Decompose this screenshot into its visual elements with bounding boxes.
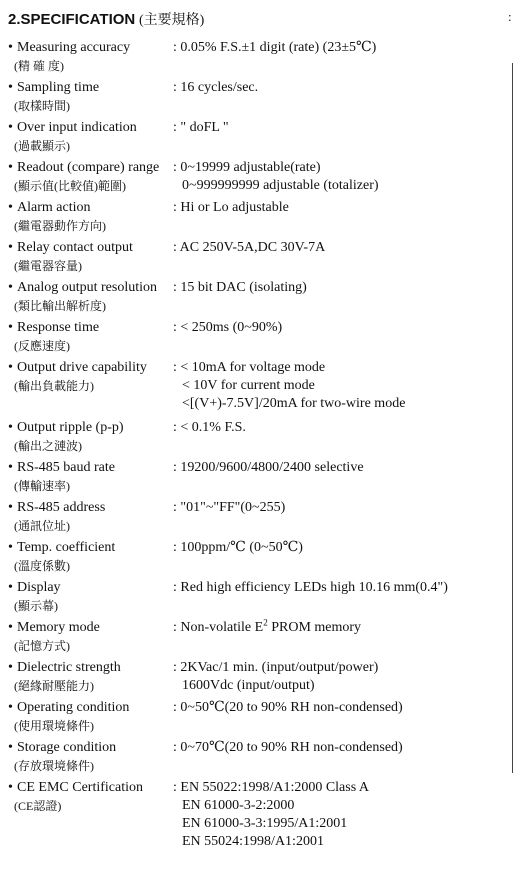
spec-value [173, 39, 376, 57]
spec-label-chinese: (顯示值(比較值)範圍) [14, 179, 126, 193]
spec-value-line: EN 55024:1998/A1:2001 [182, 834, 324, 849]
spec-label-chinese: (使用環境條件) [14, 719, 94, 733]
spec-row [8, 538, 514, 578]
spec-value [173, 499, 285, 517]
bullet-icon: • [8, 360, 13, 375]
section-heading [8, 9, 204, 29]
spec-value-line: : 0.05% F.S.±1 digit (rate) (23±5℃) [173, 40, 377, 55]
spec-value [173, 319, 282, 337]
spec-label-chinese: (反應速度) [14, 339, 70, 353]
bullet-icon: • [8, 540, 13, 555]
bullet-icon: • [8, 200, 13, 215]
spec-row [8, 498, 514, 538]
spec-value-line: : 0~19999 adjustable(rate) [173, 160, 321, 175]
spec-value [173, 239, 325, 257]
spec-label: Output drive capability [17, 360, 147, 375]
spec-label: Storage condition [17, 740, 117, 755]
spec-row [8, 158, 514, 198]
section-title: 2.SPECIFICATION [8, 11, 136, 28]
spec-value-line: EN 61000-3-3:1995/A1:2001 [182, 816, 348, 831]
spec-value [173, 619, 361, 637]
spec-value-line: : 15 bit DAC (isolating) [173, 280, 307, 295]
spec-label-chinese: (顯示幕) [14, 599, 58, 613]
spec-value-line: : Hi or Lo adjustable [173, 200, 289, 215]
bullet-icon: • [8, 120, 13, 135]
specification-list [8, 38, 514, 877]
spec-value-line: : < 0.1% F.S. [173, 420, 246, 435]
spec-value [173, 459, 364, 477]
spec-value-line [173, 619, 361, 637]
spec-label: Alarm action [17, 200, 91, 215]
bullet-icon: • [8, 580, 13, 595]
section-title-chinese: (主要規格) [139, 13, 205, 28]
value-text: PROM memory [267, 620, 362, 635]
spec-value-line: : 19200/9600/4800/2400 selective [173, 460, 364, 475]
spec-value-line: EN 61000-3-2:2000 [182, 798, 295, 813]
spec-row [8, 38, 514, 78]
spec-value [173, 279, 307, 297]
spec-value [173, 659, 378, 695]
spec-label: Output ripple (p-p) [17, 420, 124, 435]
spec-label-chinese: (輸出負載能力) [14, 379, 94, 393]
spec-value-line: 1600Vdc (input/output) [182, 678, 315, 693]
value-text: : Non-volatile E [173, 620, 264, 635]
spec-value [173, 419, 246, 437]
spec-value-line: : "01"~"FF"(0~255) [173, 500, 286, 515]
spec-label-chinese: (溫度係數) [14, 559, 70, 573]
spec-label-chinese: (存放環境條件) [14, 759, 94, 773]
spec-label: Memory mode [17, 620, 100, 635]
spec-label: Sampling time [17, 80, 100, 95]
spec-value-line: : AC 250V-5A,DC 30V-7A [173, 240, 326, 255]
spec-row [8, 118, 514, 158]
spec-row [8, 658, 514, 698]
bullet-icon: • [8, 40, 13, 55]
spec-label-chinese: (過載顯示) [14, 139, 70, 153]
spec-row [8, 738, 514, 778]
spec-label: Measuring accuracy [17, 40, 131, 55]
spec-label-chinese: (傳輸速率) [14, 479, 70, 493]
spec-label-chinese: (輸出之漣波) [14, 439, 82, 453]
bullet-icon: • [8, 500, 13, 515]
spec-value [173, 779, 369, 851]
spec-value [173, 359, 405, 413]
spec-label: CE EMC Certification [17, 780, 143, 795]
spec-value-line: : 0~70℃(20 to 90% RH non-condensed) [173, 740, 403, 755]
spec-value-line: : 100ppm/℃ (0~50℃) [173, 540, 303, 555]
spec-label: Over input indication [17, 120, 137, 135]
spec-value [173, 539, 303, 557]
spec-label: Relay contact output [17, 240, 133, 255]
spec-label-chinese: (繼電器動作方向) [14, 219, 106, 233]
bullet-icon: • [8, 420, 13, 435]
spec-value [173, 699, 403, 717]
bullet-icon: • [8, 780, 13, 795]
spec-value [173, 119, 229, 137]
spec-value-line: 0~999999999 adjustable (totalizer) [182, 178, 379, 193]
spec-value-line: : < 10mA for voltage mode [173, 360, 326, 375]
spec-row [8, 418, 514, 458]
superscript-text: 2 [263, 617, 268, 628]
bullet-icon: • [8, 320, 13, 335]
spec-value-line: < 10V for current mode [182, 378, 315, 393]
spec-label: RS-485 address [17, 500, 106, 515]
spec-label: Response time [17, 320, 100, 335]
spec-value-line: <[(V+)-7.5V]/20mA for two-wire mode [182, 396, 406, 411]
bullet-icon: • [8, 280, 13, 295]
bullet-icon: • [8, 240, 13, 255]
spec-value-line: : " doFL " [173, 120, 229, 135]
spec-row [8, 618, 514, 658]
bullet-icon: • [8, 740, 13, 755]
spec-row [8, 698, 514, 738]
spec-row [8, 358, 514, 418]
spec-row [8, 318, 514, 358]
spec-value [173, 79, 258, 97]
spec-label: Analog output resolution [17, 280, 157, 295]
edge-colon-mark: : [508, 9, 512, 24]
bullet-icon: • [8, 700, 13, 715]
bullet-icon: • [8, 160, 13, 175]
spec-label: Readout (compare) range [17, 160, 160, 175]
bullet-icon: • [8, 620, 13, 635]
spec-value-line: : 16 cycles/sec. [173, 80, 259, 95]
spec-row [8, 458, 514, 498]
spec-value [173, 579, 448, 597]
spec-value-line: : 2KVac/1 min. (input/output/power) [173, 660, 379, 675]
bullet-icon: • [8, 460, 13, 475]
bullet-icon: • [8, 80, 13, 95]
spec-label-chinese: (繼電器容量) [14, 259, 82, 273]
spec-label: Display [17, 580, 61, 595]
spec-label: Dielectric strength [17, 660, 121, 675]
spec-row [8, 78, 514, 118]
spec-label-chinese: (取樣時間) [14, 99, 70, 113]
spec-label-chinese: (CE認證) [14, 799, 62, 813]
spec-value-line: : Red high efficiency LEDs high 10.16 mm(0.4") [173, 580, 448, 595]
spec-row [8, 238, 514, 278]
bullet-icon: • [8, 660, 13, 675]
spec-label-chinese: (記憶方式) [14, 639, 70, 653]
spec-label-chinese: (類比輸出解析度) [14, 299, 106, 313]
spec-value-line: : 0~50℃(20 to 90% RH non-condensed) [173, 700, 403, 715]
spec-value-line: : < 250ms (0~90%) [173, 320, 283, 335]
spec-label-chinese: (絕緣耐壓能力) [14, 679, 94, 693]
spec-label-chinese: (通訊位址) [14, 519, 70, 533]
spec-label: Temp. coefficient [17, 540, 116, 555]
spec-row [8, 278, 514, 318]
spec-value-line: : EN 55022:1998/A1:2000 Class A [173, 780, 370, 795]
spec-value [173, 159, 379, 195]
spec-value [173, 739, 403, 757]
spec-label: RS-485 baud rate [17, 460, 115, 475]
spec-row [8, 198, 514, 238]
spec-value [173, 199, 289, 217]
spec-row [8, 778, 514, 877]
spec-label: Operating condition [17, 700, 130, 715]
spec-label-chinese: (精 確 度) [14, 59, 64, 73]
spec-row [8, 578, 514, 618]
